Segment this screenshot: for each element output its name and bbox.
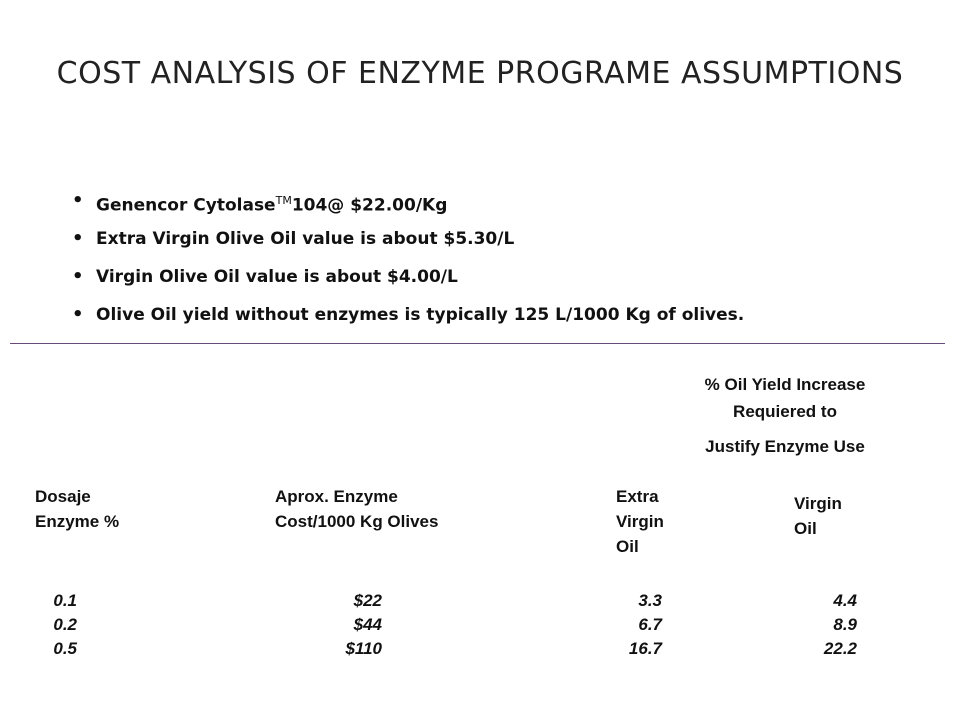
table-row	[0, 638, 960, 662]
bullet-cytolase-price	[72, 182, 744, 220]
page-title: COST ANALYSIS OF ENZYME PROGRAME ASSUMPTIONS	[56, 56, 904, 91]
cost-cell: $110	[345, 639, 382, 658]
extra-virgin-cell: 6.7	[638, 615, 662, 634]
column-header-dosage-line1: Dosaje	[35, 487, 91, 506]
yield-header-line2: Requiered to	[733, 402, 837, 421]
yield-header-line1: % Oil Yield Increase	[704, 375, 866, 394]
column-header-virgin-line2: Oil	[794, 519, 817, 538]
dosage-cell: 0.1	[53, 591, 77, 610]
yield-header-line3: Justify Enzyme Use	[705, 437, 865, 456]
column-header-cost-line1: Aprox. Enzyme	[275, 487, 398, 506]
column-header-extra-virgin-line3: Oil	[616, 537, 639, 556]
trademark-sup: TM	[275, 194, 292, 207]
bullet-extra-virgin-value: • Extra Virgin Olive Oil value is about $5.30/L	[72, 220, 744, 258]
cost-cell: $44	[353, 615, 382, 634]
bullet-text-1b: 104@ $22.00/Kg	[291, 195, 448, 216]
virgin-cell: 8.9	[833, 615, 857, 634]
yield-increase-header	[660, 371, 910, 460]
bullet-yield-baseline: • Olive Oil yield without enzymes is typically 125 L/1000 Kg of olives.	[72, 296, 744, 334]
extra-virgin-cell: 3.3	[638, 591, 662, 610]
virgin-cell: 22.2	[823, 639, 857, 658]
column-header-extra-virgin	[616, 484, 664, 559]
virgin-cell: 4.4	[833, 591, 857, 610]
cost-cell: $22	[353, 591, 382, 610]
data-table	[0, 590, 960, 662]
dosage-cell: 0.2	[53, 615, 77, 634]
column-header-dosage	[35, 484, 119, 534]
table-row	[0, 614, 960, 638]
assumptions-list	[72, 182, 744, 334]
bullet-virgin-value: • Virgin Olive Oil value is about $4.00/L	[72, 258, 744, 296]
section-divider	[10, 343, 945, 344]
column-header-extra-virgin-line1: Extra	[616, 487, 659, 506]
column-header-dosage-line2: Enzyme %	[35, 512, 120, 531]
column-header-cost	[275, 484, 438, 534]
table-row	[0, 590, 960, 614]
bullet-text-1a: Genencor Cytolase	[96, 195, 276, 216]
column-header-virgin-line1: Virgin	[794, 494, 842, 513]
column-header-extra-virgin-line2: Virgin	[616, 512, 664, 531]
column-header-virgin	[794, 491, 842, 541]
extra-virgin-cell: 16.7	[628, 639, 662, 658]
dosage-cell: 0.5	[53, 639, 77, 658]
column-header-cost-line2: Cost/1000 Kg Olives	[275, 512, 439, 531]
